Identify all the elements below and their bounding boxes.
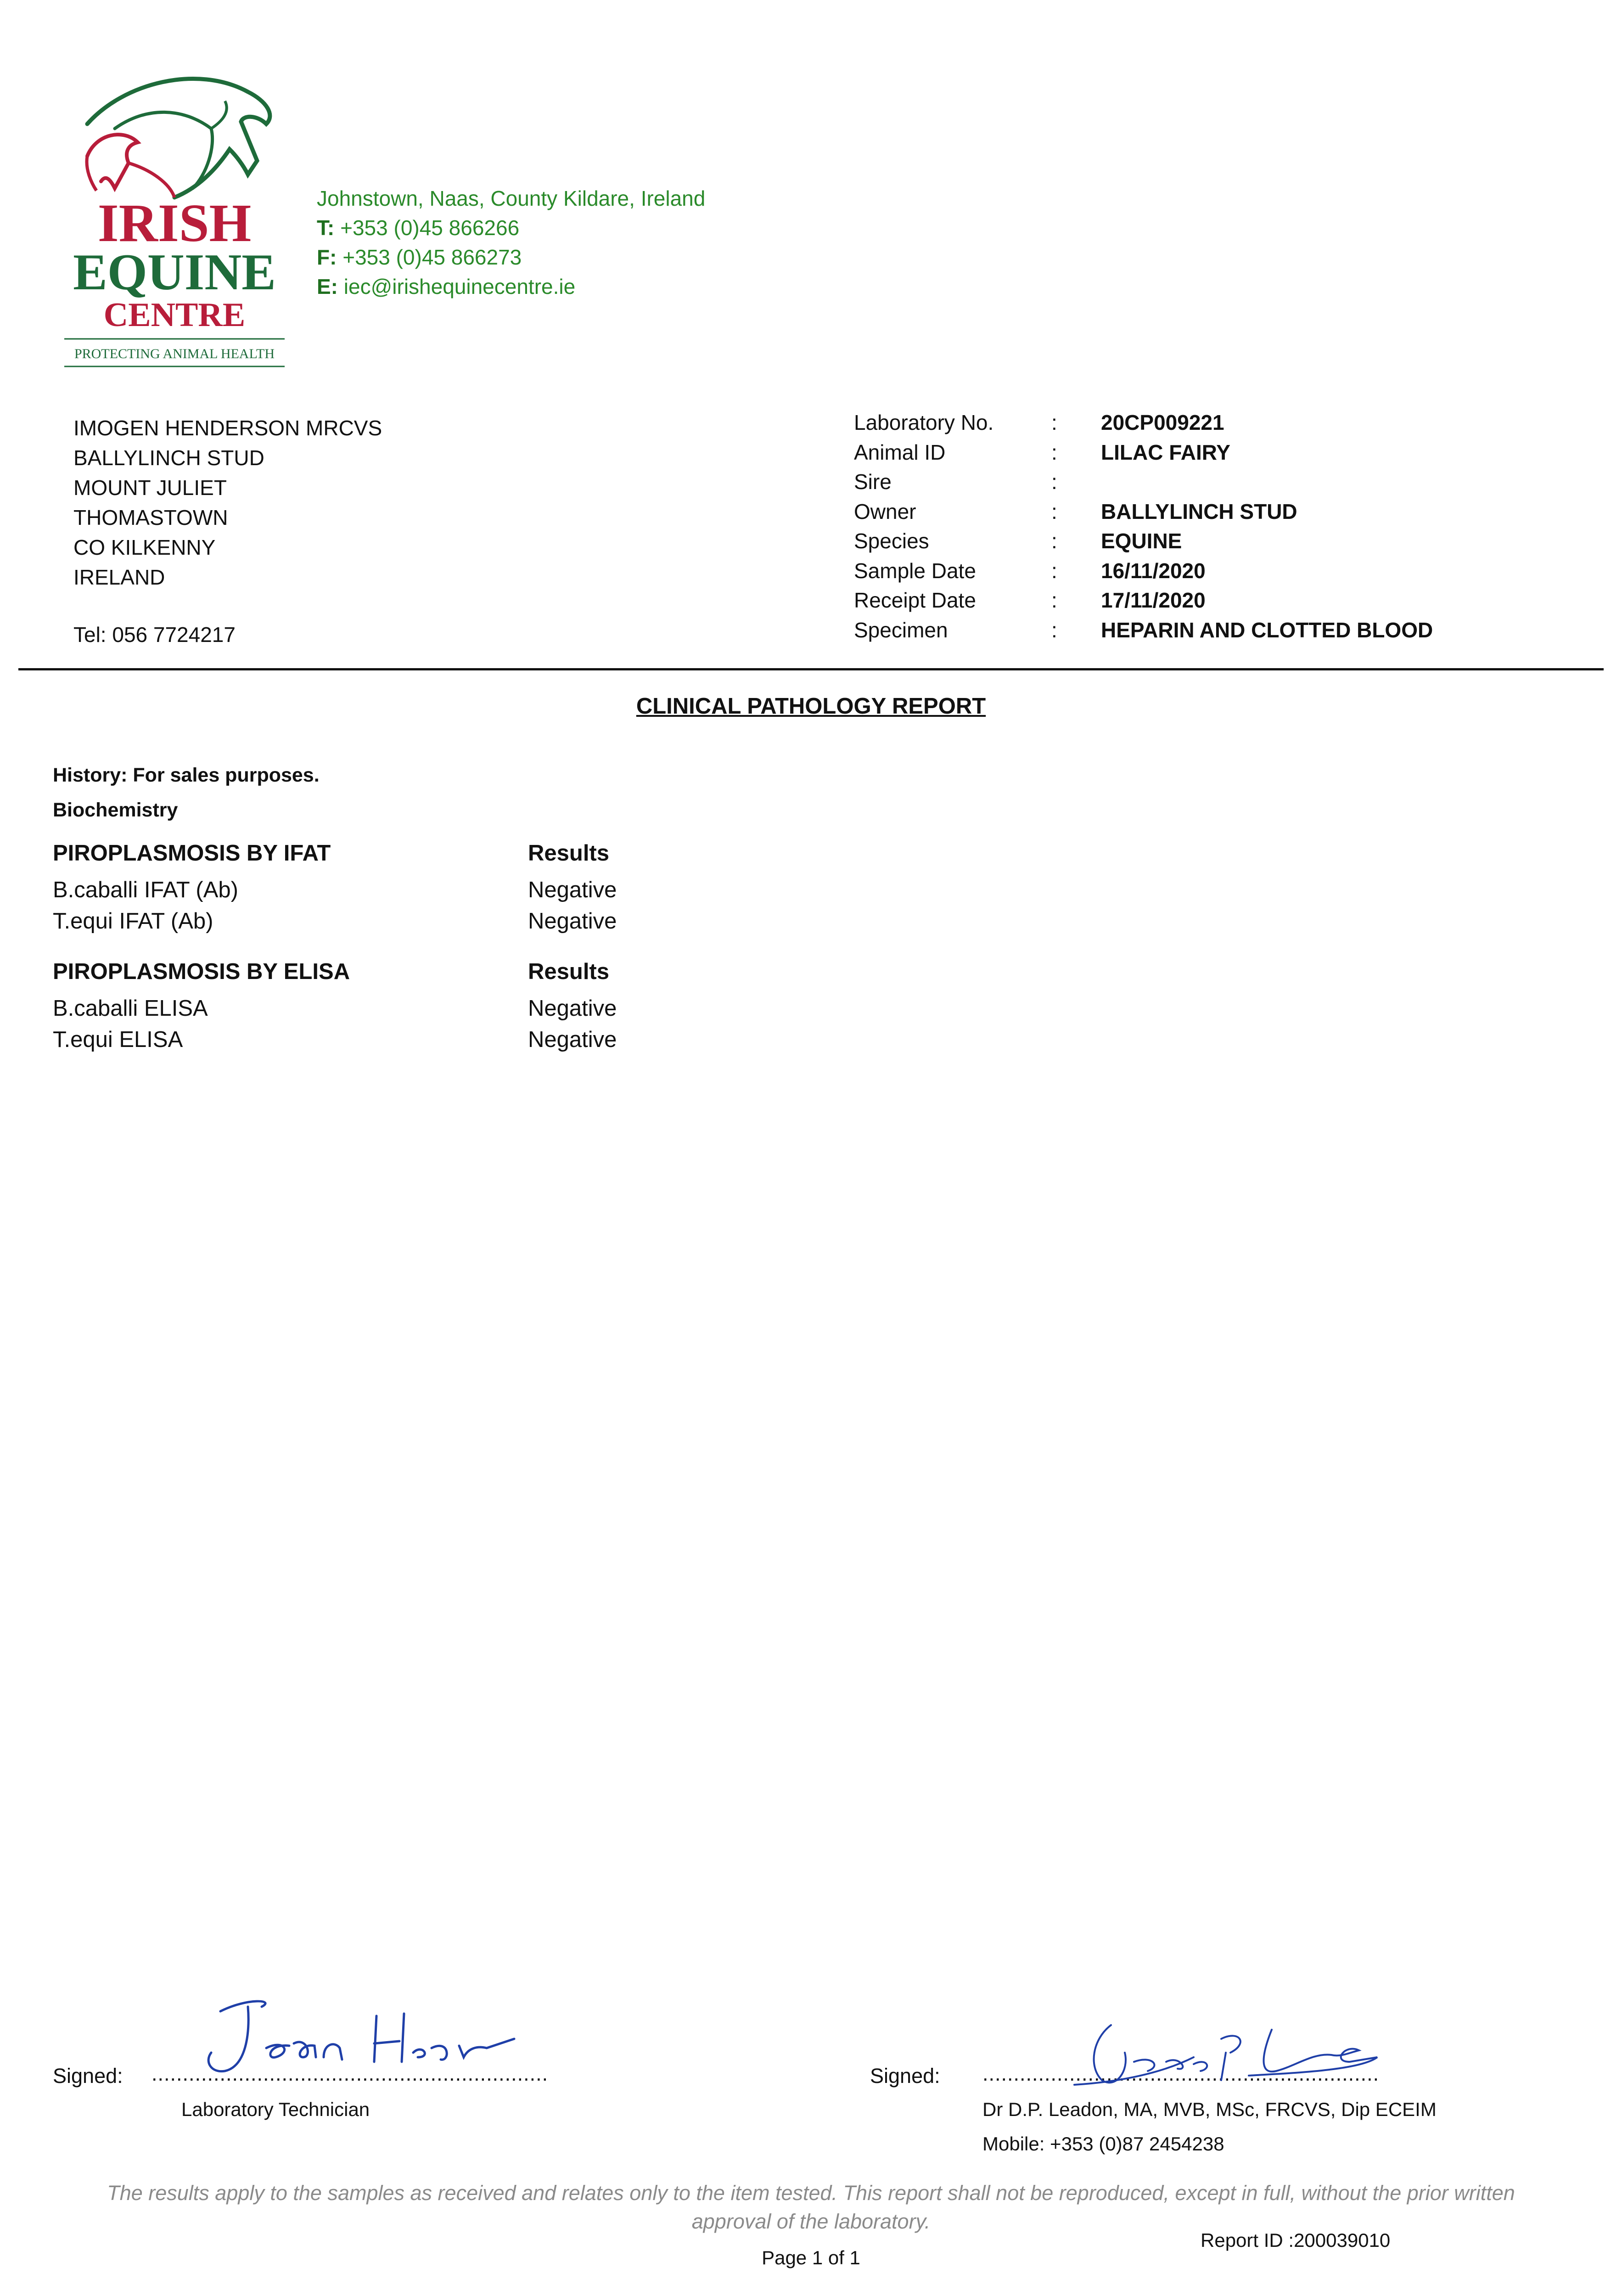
detail-row-laboratory-no: Laboratory No. : 20CP009221	[854, 408, 1433, 438]
technician-signature-image	[193, 1993, 523, 2089]
species: EQUINE	[1101, 529, 1182, 553]
test-row	[53, 1024, 617, 1055]
detail-row-receipt-date: Receipt Date : 17/11/2020	[854, 585, 1433, 615]
section-title: PIROPLASMOSIS BY ELISA	[53, 959, 350, 984]
test-name: T.equi IFAT (Ab)	[53, 909, 213, 934]
signature-line-right: ................................................................	[982, 2062, 1380, 2085]
doctor-signature-image	[1056, 2011, 1386, 2103]
doctor-name: Dr D.P. Leadon, MA, MVB, MSc, FRCVS, Dip ECEIM	[982, 2099, 1437, 2120]
section-ifat	[53, 840, 617, 937]
lab-email: E: iec@irishequinecentre.ie	[317, 275, 576, 298]
animal-id: LILAC FAIRY	[1101, 440, 1230, 464]
results-column-header: Results	[528, 841, 610, 866]
address-line: IRELAND	[73, 565, 165, 589]
horse-logo-icon	[60, 64, 289, 377]
test-name: B.caballi IFAT (Ab)	[53, 878, 238, 902]
lab-telephone: T: +353 (0)45 866266	[317, 216, 520, 240]
logo-tagline: PROTECTING ANIMAL HEALTH	[74, 346, 275, 361]
address-line: CO KILKENNY	[73, 535, 216, 559]
signature-line-left: ................................................................	[152, 2062, 549, 2085]
sample-date: 16/11/2020	[1101, 558, 1206, 583]
detail-row-species: Species : EQUINE	[854, 526, 1433, 556]
technician-role: Laboratory Technician	[181, 2099, 370, 2120]
detail-row-specimen: Specimen : HEPARIN AND CLOTTED BLOOD	[854, 615, 1433, 645]
section-elisa	[53, 959, 617, 1055]
recipient-address	[73, 413, 382, 650]
results-column-header: Results	[528, 959, 610, 984]
logo-word-centre: CENTRE	[103, 296, 246, 334]
section-title: PIROPLASMOSIS BY IFAT	[53, 841, 331, 866]
detail-row-animal-id: Animal ID : LILAC FAIRY	[854, 438, 1433, 467]
lab-contact-block	[317, 184, 705, 301]
detail-row-owner: Owner : BALLYLINCH STUD	[854, 497, 1433, 527]
lab-fax: F: +353 (0)45 866273	[317, 245, 522, 269]
report-title: CLINICAL PATHOLOGY REPORT	[636, 694, 986, 719]
test-name: T.equi ELISA	[53, 1027, 183, 1052]
logo-word-equine: EQUINE	[73, 244, 276, 301]
test-result: Negative	[528, 909, 617, 934]
section-header	[53, 840, 617, 866]
lab-address: Johnstown, Naas, County Kildare, Ireland	[317, 186, 706, 210]
test-name: B.caballi ELISA	[53, 996, 208, 1021]
test-result: Negative	[528, 878, 617, 902]
test-row	[53, 874, 617, 906]
signed-label-right: Signed:	[870, 2064, 940, 2088]
laboratory-number: 20CP009221	[1101, 411, 1224, 434]
test-result: Negative	[528, 1027, 617, 1052]
address-line: IMOGEN HENDERSON MRCVS	[73, 416, 382, 440]
page-number: Page 1 of 1	[762, 2247, 860, 2268]
test-row	[53, 993, 617, 1024]
detail-row-sample-date: Sample Date : 16/11/2020	[854, 556, 1433, 586]
specimen: HEPARIN AND CLOTTED BLOOD	[1101, 618, 1433, 642]
test-row	[53, 906, 617, 937]
address-line: BALLYLINCH STUD	[73, 446, 264, 470]
irish-equine-centre-logo	[60, 64, 289, 377]
doctor-mobile: Mobile: +353 (0)87 2454238	[982, 2133, 1224, 2155]
report-id: Report ID :200039010	[1201, 2229, 1391, 2251]
address-line: MOUNT JULIET	[73, 476, 227, 500]
disclaimer-text: The results apply to the samples as received and relates only to the item tested. This report shall not be reproduced, except in full, without the prior written approval of the laboratory.	[107, 2181, 1515, 2233]
address-line: THOMASTOWN	[73, 506, 228, 529]
header-divider	[18, 668, 1604, 670]
logo-word-irish: IRISH	[97, 193, 252, 253]
owner: BALLYLINCH STUD	[1101, 499, 1297, 523]
receipt-date: 17/11/2020	[1101, 588, 1206, 612]
detail-row-sire: Sire :	[854, 470, 1057, 494]
test-result: Negative	[528, 996, 617, 1021]
history-block	[53, 758, 320, 827]
section-header	[53, 959, 617, 985]
signed-label-left: Signed:	[53, 2064, 123, 2088]
history-text: History: For sales purposes.	[53, 764, 320, 786]
recipient-telephone: Tel: 056 7724217	[73, 623, 236, 647]
sample-details	[854, 408, 1433, 645]
section-label-biochemistry: Biochemistry	[53, 799, 178, 821]
